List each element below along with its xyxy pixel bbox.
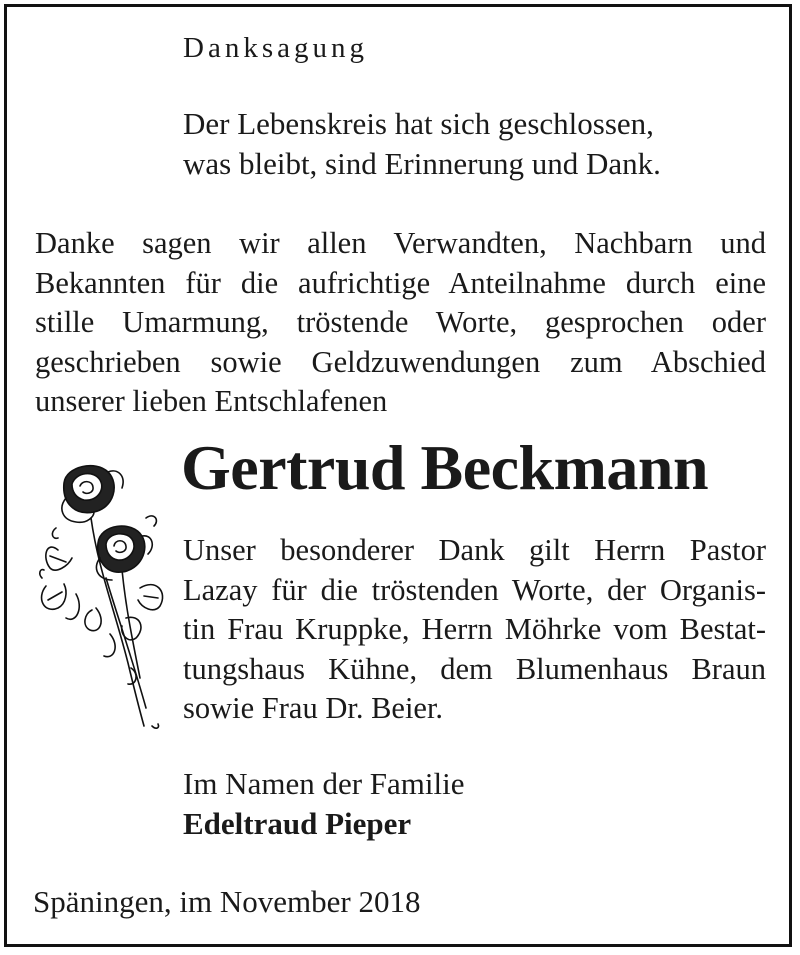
poem — [183, 104, 661, 184]
signatory-name: Edeltraud Pieper — [183, 806, 412, 841]
poem-line: Der Lebenskreis hat sich geschlossen, — [183, 106, 654, 141]
thanks-line: unserer lieben Entschlafenen — [35, 384, 388, 418]
thanks-line: Bekannten für die aufrichtige Anteilnahme durch eine — [35, 265, 766, 300]
special-thanks-line: Lazay für die tröstenden Worte, der Organis- — [183, 572, 766, 607]
special-thanks-line: tungshaus Kühne, dem Blumenhaus Braun — [183, 651, 766, 686]
deceased-name: Gertrud Beckmann — [181, 432, 709, 503]
special-thanks-line: tin Frau Kruppke, Herrn Möhrke vom Bestat- — [183, 612, 766, 646]
thanks-line: geschrieben sowie Geldzuwendungen zum Abschied — [35, 344, 766, 379]
special-thanks-paragraph — [183, 531, 766, 729]
roses-icon — [36, 458, 171, 733]
special-thanks-line: sowie Frau Dr. Beier. — [183, 691, 444, 725]
place-date: Späningen, im November 2018 — [33, 884, 421, 919]
thanks-paragraph — [35, 224, 766, 422]
poem-line: was bleibt, sind Erinnerung und Dank. — [183, 146, 661, 181]
thanks-line: Danke sagen wir allen Verwandten, Nachbarn und — [35, 226, 766, 260]
special-thanks-line: Unser besonderer Dank gilt Herrn Pastor — [183, 533, 766, 567]
notice-heading: Danksagung — [183, 32, 368, 64]
family-line: Im Namen der Familie — [183, 766, 465, 801]
thanks-line: stille Umarmung, tröstende Worte, gesprochen oder — [35, 305, 766, 339]
